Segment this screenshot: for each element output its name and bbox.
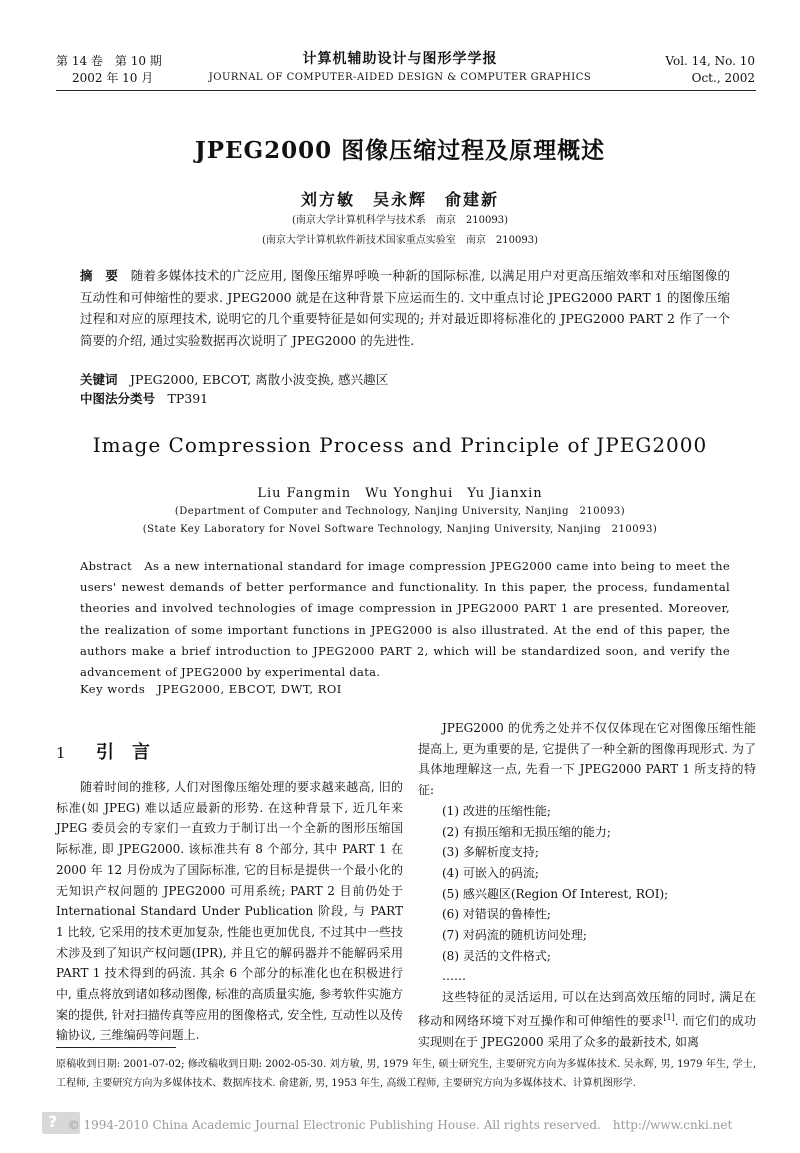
affiliation-en-1: (Department of Computer and Technology, Nanjing University, Nanjing 210093)	[174, 506, 626, 517]
header-volume-en: Vol. 14, No. 10	[665, 54, 755, 68]
affiliation-en-2: (State Key Laboratory for Novel Software Technology, Nanjing University, Nanjing 210093)	[142, 524, 658, 535]
abstract-cn-label: 摘 要	[80, 268, 119, 283]
paper-title-en: Image Compression Process and Principle of JPEG2000	[92, 433, 708, 457]
section-1-number: 1	[56, 744, 66, 762]
abstract-en-label: Abstract	[80, 559, 133, 573]
affiliation-cn-2: (南京大学计算机软件新技术国家重点实验室 南京 210093)	[262, 235, 538, 246]
keywords-en-label: Key words	[80, 682, 146, 696]
header-journal-name-en: JOURNAL OF COMPUTER-AIDED DESIGN & COMPUTER GRAPHICS	[208, 72, 592, 83]
feature-item: (2) 有损压缩和无损压缩的能力;	[442, 824, 611, 839]
features-intro: JPEG2000 的优秀之处并不仅仅体现在它对图像压缩性能提高上, 更为重要的是, 它提供了一种全新的图像再现形式. 为了具体地理解这一点, 先看一下 JPEG2000 PART 1 所支持的特征:	[418, 721, 756, 798]
keywords-en	[80, 681, 342, 697]
feature-item: (3) 多解析度支持;	[442, 845, 539, 860]
header-journal-name-cn: 计算机辅助设计与图形学学报	[302, 51, 498, 67]
keywords-cn-label: 关键词	[80, 372, 118, 387]
header-date-cn: 2002 年 10 月	[72, 71, 154, 85]
left-column	[56, 777, 403, 1046]
abstract-cn	[80, 265, 730, 351]
feature-item: (7) 对码流的随机访问处理;	[442, 928, 587, 943]
closing-text-1: 这些特征的灵活运用, 可以在达到高效压缩的同时, 满足在移动和网络环境下对互操作和可伸缩性的要求	[418, 990, 756, 1028]
right-column	[418, 718, 756, 1052]
authors-en: Liu Fangmin Wu Yonghui Yu Jianxin	[257, 486, 543, 501]
affiliation-cn-1: (南京大学计算机科学与技术系 南京 210093)	[292, 215, 508, 226]
classification-cn	[80, 390, 208, 408]
copyright-notice: © 1994-2010 China Academic Journal Electronic Publishing House. All rights reserved. http://www.cnki.net	[67, 1118, 733, 1132]
feature-item: (1) 改进的压缩性能;	[442, 803, 551, 818]
feature-ellipsis: ……	[442, 969, 466, 984]
feature-item: (4) 可嵌入的码流;	[442, 865, 539, 880]
keywords-en-text: JPEG2000, EBCOT, DWT, ROI	[157, 682, 342, 696]
header-volume-issue: 第 14 卷 第 10 期	[56, 54, 162, 68]
header-date-en: Oct., 2002	[691, 71, 755, 85]
footnote: 原稿收到日期: 2001-07-02; 修改稿收到日期: 2002-05-30. 刘方敏, 男, 1979 年生, 硕士研究生, 主要研究方向为多媒体技术. 吴永辉, 男, 1979 年生, 学士, 工程师, 主要研究方向为多媒体技术、数据库技术. 俞建新, 男, 1953 年生, 高级工程师, 主要研究方向为多媒体技术、计算机图形学.	[56, 1059, 756, 1089]
section-1-heading	[56, 738, 150, 764]
feature-item: (6) 对错误的鲁棒性;	[442, 907, 551, 922]
reference-1: [1]	[663, 1012, 675, 1022]
keywords-cn-text: JPEG2000, EBCOT, 离散小波变换, 感兴趣区	[130, 372, 389, 387]
classification-cn-label: 中图法分类号	[80, 391, 156, 406]
header-rule	[56, 90, 756, 91]
cnki-logo: ?	[42, 1112, 80, 1134]
classification-cn-text: TP391	[167, 391, 209, 406]
abstract-en	[80, 556, 730, 683]
paper-title-cn: JPEG2000 图像压缩过程及原理概述	[194, 137, 606, 164]
authors-cn: 刘方敏 吴永辉 俞建新	[300, 190, 499, 209]
abstract-en-text: As a new international standard for image compression JPEG2000 came into being to meet the users' newest demands of better performance and functionality. In this paper, the process, fundamental theories and involved technologies of image compression in JPEG2000 PART 1 are presented. Moreover, the realization of some important functions in JPEG2000 is also illustrated. At the end of this paper, the authors make a brief introduction to JPEG2000 PART 2, which will be standardized soon, and verify the advancement of JPEG2000 by experimental data.	[80, 559, 730, 680]
closing-text-2: . 而它们的成功实现则在于 JPEG2000 采用了众多的最新技术, 如离	[418, 1013, 756, 1049]
keywords-cn	[80, 371, 388, 389]
feature-item: (5) 感兴趣区(Region Of Interest, ROI);	[442, 886, 669, 901]
feature-item: (8) 灵活的文件格式;	[442, 948, 551, 963]
section-1-title: 引 言	[96, 742, 150, 763]
intro-paragraph: 随着时间的推移, 人们对图像压缩处理的要求越来越高, 旧的标准(如 JPEG) 难以适应最新的形势. 在这种背景下, 近几年来 JPEG 委员会的专家们一直致力于制订出一个全新的图形压缩国际标准, 即 JPEG2000. 该标准共有 8 个部分, 其中 PART 1 在 2000 年 12 月份成为了国际标准, 它的目标是提供一个最小化的无知识产权问题的 JPEG2000 可用系统; PART 2 目前仍处于 International Standard Under Publication 阶段, 与 PART 1 比较, 它采用的技术更加复杂, 性能也更加优良, 不过其中一些技术涉及到了知识产权问题(IPR), 并且它的解码器并不能解码采用 PART 1 技术得到的码流. 其余 6 个部分的标准化也在积极进行中, 重点将放到诸如移动图像, 标准的高质量实施, 参考软件实施方案的提供, 针对扫描传真等应用的图像格式, 安全性, 互动性以及传输协议, 三维编码等问题上.	[56, 780, 403, 1043]
abstract-cn-text: 随着多媒体技术的广泛应用, 图像压缩界呼唤一种新的国际标准, 以满足用户对更高压缩效率和对压缩图像的互动性和可伸缩性的要求. JPEG2000 就是在这种背景下应运而生的. 文中重点讨论 JPEG2000 PART 1 的图像压缩过程和对应的原理技术, 说明它的几个重要特征是如何实现的; 并对最近即将标准化的 JPEG2000 PART 2 作了一个简要的介绍, 通过实验数据再次说明了 JPEG2000 的先进性.	[80, 268, 730, 348]
closing-paragraph	[418, 987, 756, 1052]
footnote-rule	[56, 1047, 176, 1048]
